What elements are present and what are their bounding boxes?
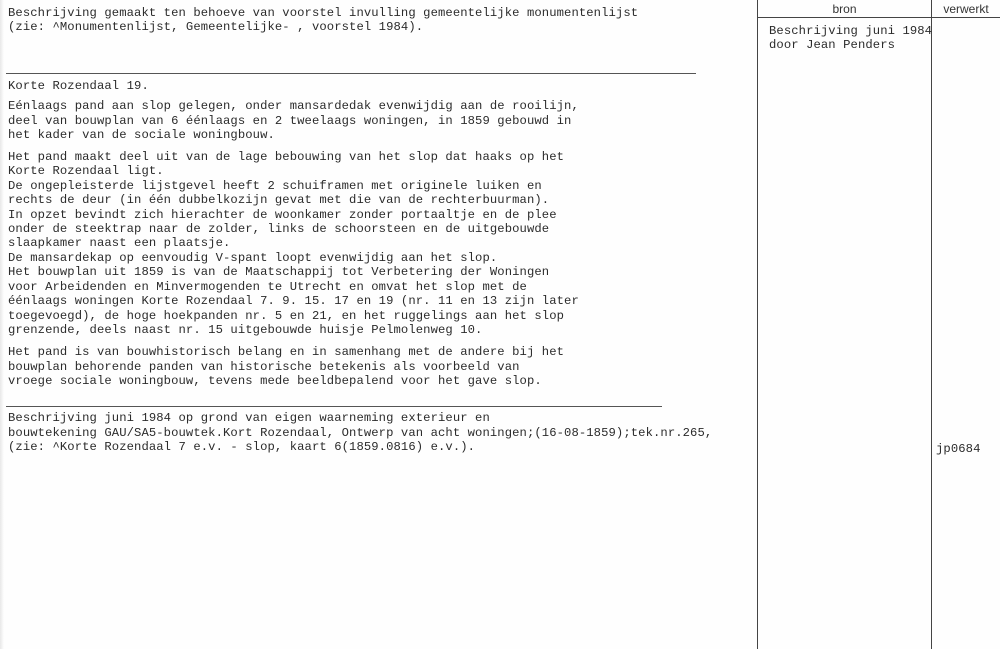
header-line-2: (zie: ^Monumentenlijst, Gemeentelijke- , voorstel 1984).	[8, 20, 424, 34]
bron-line-2: door Jean Penders	[769, 38, 896, 52]
verwerkt-column-header: verwerkt	[943, 2, 989, 16]
paragraph-line: Het bouwplan uit 1859 is van de Maatschappij tot Verbetering der Woningen	[8, 265, 550, 279]
paragraph-line: het kader van de sociale woningbouw.	[8, 128, 275, 142]
paragraph-line: In opzet bevindt zich hierachter de woonkamer zonder portaaltje en de plee	[8, 208, 557, 222]
paragraph-line: vroege sociale woningbouw, tevens mede beeldbepalend voor het gave slop.	[8, 374, 542, 388]
paragraph-line: Eénlaags pand aan slop gelegen, onder mansardedak evenwijdig aan de rooilijn,	[8, 99, 579, 113]
bron-line-1: Beschrijving juni 1984	[769, 24, 933, 38]
paragraph-line: rechts de deur (in één dubbelkozijn gevat met die van de rechterbuurman).	[8, 193, 550, 207]
paragraph-line: toegevoegd), de hoge hoekpanden nr. 5 en 21, en het ruggelings aan het slop	[8, 309, 565, 323]
bron-column-left-border	[757, 0, 758, 649]
scan-edge-shadow	[0, 0, 4, 649]
footer-line: Beschrijving juni 1984 op grond van eigen waarneming exterieur en	[8, 411, 490, 425]
paragraph-line: Korte Rozendaal ligt.	[8, 164, 164, 178]
paragraph-line: voor Arbeidenden en Minvermogenden te Utrecht en omvat het slop met de	[8, 280, 527, 294]
paragraph-line: bouwplan behorende panden van historische betekenis als voorbeeld van	[8, 360, 520, 374]
section-divider-bottom	[6, 406, 662, 407]
column-header-underline	[757, 17, 1000, 18]
paragraph-line: Het pand is van bouwhistorisch belang en in samenhang met de andere bij het	[8, 345, 565, 359]
paragraph-line: De mansardekap op eenvoudig V-spant loopt evenwijdig aan het slop.	[8, 251, 498, 265]
header-line-1: Beschrijving gemaakt ten behoeve van voorstel invulling gemeentelijke monumentenlijst	[8, 6, 639, 20]
verwerkt-code: jp0684	[936, 442, 981, 456]
footer-line: bouwtekening GAU/SA5-bouwtek.Kort Rozendaal, Ontwerp van acht woningen;(16-08-1859);tek.nr.265,	[8, 426, 713, 440]
paragraph-line: slaapkamer naast een plaatsje.	[8, 236, 231, 250]
paragraph-line: De ongepleisterde lijstgevel heeft 2 schuiframen met originele luiken en	[8, 179, 542, 193]
footer-line: (zie: ^Korte Rozendaal 7 e.v. - slop, kaart 6(1859.0816) e.v.).	[8, 440, 476, 454]
paragraph-line: onder de steektrap naar de zolder, links de schoorsteen en de uitgebouwde	[8, 222, 550, 236]
paragraph-line: grenzende, deels naast nr. 15 uitgebouwde huisje Pelmolenweg 10.	[8, 323, 483, 337]
address-heading: Korte Rozendaal 19.	[8, 79, 149, 93]
paragraph-line: Het pand maakt deel uit van de lage bebouwing van het slop dat haaks op het	[8, 150, 565, 164]
section-divider-top	[6, 73, 696, 74]
paragraph-line: deel van bouwplan van 6 éénlaags en 2 tweelaags woningen, in 1859 gebouwd in	[8, 114, 572, 128]
bron-column-header: bron	[832, 2, 857, 16]
paragraph-line: éénlaags woningen Korte Rozendaal 7. 9. 15. 17 en 19 (nr. 11 en 13 zijn later	[8, 294, 579, 308]
verwerkt-column-left-border	[931, 0, 932, 649]
